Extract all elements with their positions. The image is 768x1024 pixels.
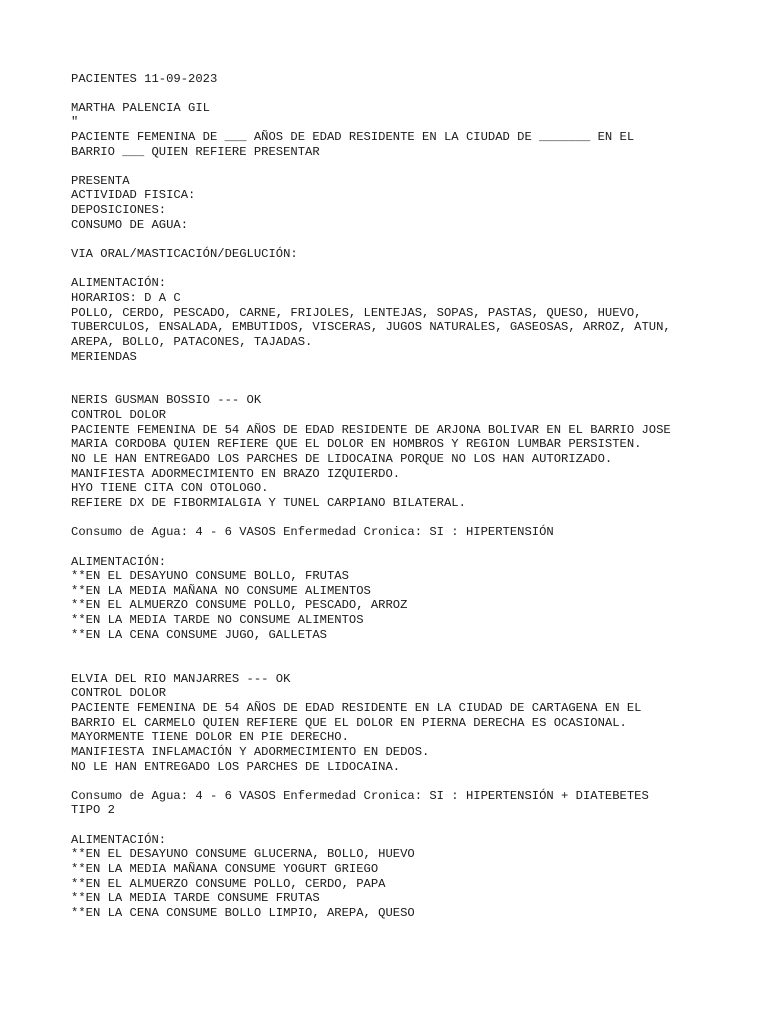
note-line: MARIA CORDOBA QUIEN REFIERE QUE EL DOLOR EN HOMBROS Y REGION LUMBAR PERSISTEN.	[71, 437, 642, 452]
food-line: AREPA, BOLLO, PATACONES, TAJADAS.	[71, 334, 313, 349]
note-line: CONTROL DOLOR	[71, 408, 167, 423]
food-line: HORARIOS: D A C	[71, 290, 181, 305]
food-line: **EN EL DESAYUNO CONSUME BOLLO, FRUTAS	[71, 569, 349, 584]
water-line: Consumo de Agua: 4 - 6 VASOS Enfermedad Cronica: SI : HIPERTENSIÓN	[71, 525, 554, 540]
food-line: **EN LA CENA CONSUME JUGO, GALLETAS	[71, 627, 327, 642]
water-line: Consumo de Agua: 4 - 6 VASOS Enfermedad Cronica: SI : HIPERTENSIÓN + DIATEBETES	[71, 788, 649, 803]
document-title: PACIENTES 11-09-2023	[71, 72, 218, 86]
note-line: PACIENTE FEMENINA DE 54 AÑOS DE EDAD RESIDENTE DE ARJONA BOLIVAR EN EL BARRIO JOSE	[71, 422, 671, 437]
intro-line: BARRIO ___ QUIEN REFIERE PRESENTAR	[71, 144, 320, 159]
note-line: NO LE HAN ENTREGADO LOS PARCHES DE LIDOCAINA.	[71, 759, 401, 774]
food-line: **EN LA MEDIA TARDE CONSUME FRUTAS	[71, 891, 320, 906]
detail-line: DEPOSICIONES:	[71, 203, 167, 218]
food-line: **EN EL ALMUERZO CONSUME POLLO, PESCADO, ARROZ	[71, 598, 408, 613]
intro-line: PACIENTE FEMENINA DE ___ AÑOS DE EDAD RESIDENTE EN LA CIUDAD DE _______ EN EL	[71, 129, 635, 144]
food-line: **EN LA CENA CONSUME BOLLO LIMPIO, AREPA, QUESO	[71, 905, 415, 920]
patient-record	[71, 101, 731, 365]
document-page	[71, 72, 731, 921]
patient-record	[71, 672, 731, 921]
note-line: HYO TIENE CITA CON OTOLOGO.	[71, 481, 269, 496]
note-line: CONTROL DOLOR	[71, 686, 167, 701]
patient-record	[71, 393, 731, 642]
food-line: **EN LA MEDIA MAÑANA CONSUME YOGURT GRIEGO	[71, 861, 379, 876]
patient-name: NERIS GUSMAN BOSSIO --- OK	[71, 393, 262, 408]
note-line: MANIFIESTA ADORMECIMIENTO EN BRAZO IZQUIERDO.	[71, 466, 401, 481]
food-line: **EN LA MEDIA TARDE NO CONSUME ALIMENTOS	[71, 613, 364, 628]
detail-line: CONSUMO DE AGUA:	[71, 217, 189, 232]
food-header: ALIMENTACIÓN:	[71, 832, 167, 847]
via-oral-line: VIA ORAL/MASTICACIÓN/DEGLUCIÓN:	[71, 247, 298, 262]
patient-name: MARTHA PALENCIA GIL	[71, 100, 210, 115]
food-line: **EN LA MEDIA MAÑANA NO CONSUME ALIMENTOS	[71, 583, 371, 598]
water-line: TIPO 2	[71, 803, 115, 818]
note-line: REFIERE DX DE FIBORMIALGIA Y TUNEL CARPIANO BILATERAL.	[71, 495, 466, 510]
note-line: PACIENTE FEMENINA DE 54 AÑOS DE EDAD RESIDENTE EN LA CIUDAD DE CARTAGENA EN EL	[71, 700, 642, 715]
food-line: **EN EL DESAYUNO CONSUME GLUCERNA, BOLLO, HUEVO	[71, 847, 415, 862]
detail-line: PRESENTA	[71, 173, 130, 188]
food-line: TUBERCULOS, ENSALADA, EMBUTIDOS, VISCERAS, JUGOS NATURALES, GASEOSAS, ARROZ, ATUN,	[71, 320, 671, 335]
patient-name: ELVIA DEL RIO MANJARRES --- OK	[71, 671, 291, 686]
food-header: ALIMENTACIÓN:	[71, 554, 167, 569]
detail-line: ACTIVIDAD FISICA:	[71, 188, 196, 203]
note-line: NO LE HAN ENTREGADO LOS PARCHES DE LIDOCAINA PORQUE NO LOS HAN AUTORIZADO.	[71, 452, 613, 467]
food-line: MERIENDAS	[71, 349, 137, 364]
food-line: **EN EL ALMUERZO CONSUME POLLO, CERDO, PAPA	[71, 876, 386, 891]
food-line: POLLO, CERDO, PESCADO, CARNE, FRIJOLES, LENTEJAS, SOPAS, PASTAS, QUESO, HUEVO,	[71, 305, 642, 320]
note-line: MANIFIESTA INFLAMACIÓN Y ADORMECIMIENTO EN DEDOS.	[71, 744, 430, 759]
note-line: MAYORMENTE TIENE DOLOR EN PIE DERECHO.	[71, 730, 349, 745]
food-header: ALIMENTACIÓN:	[71, 276, 167, 291]
note-line: BARRIO EL CARMELO QUIEN REFIERE QUE EL DOLOR EN PIERNA DERECHA ES OCASIONAL.	[71, 715, 627, 730]
quote-mark: "	[71, 115, 79, 130]
